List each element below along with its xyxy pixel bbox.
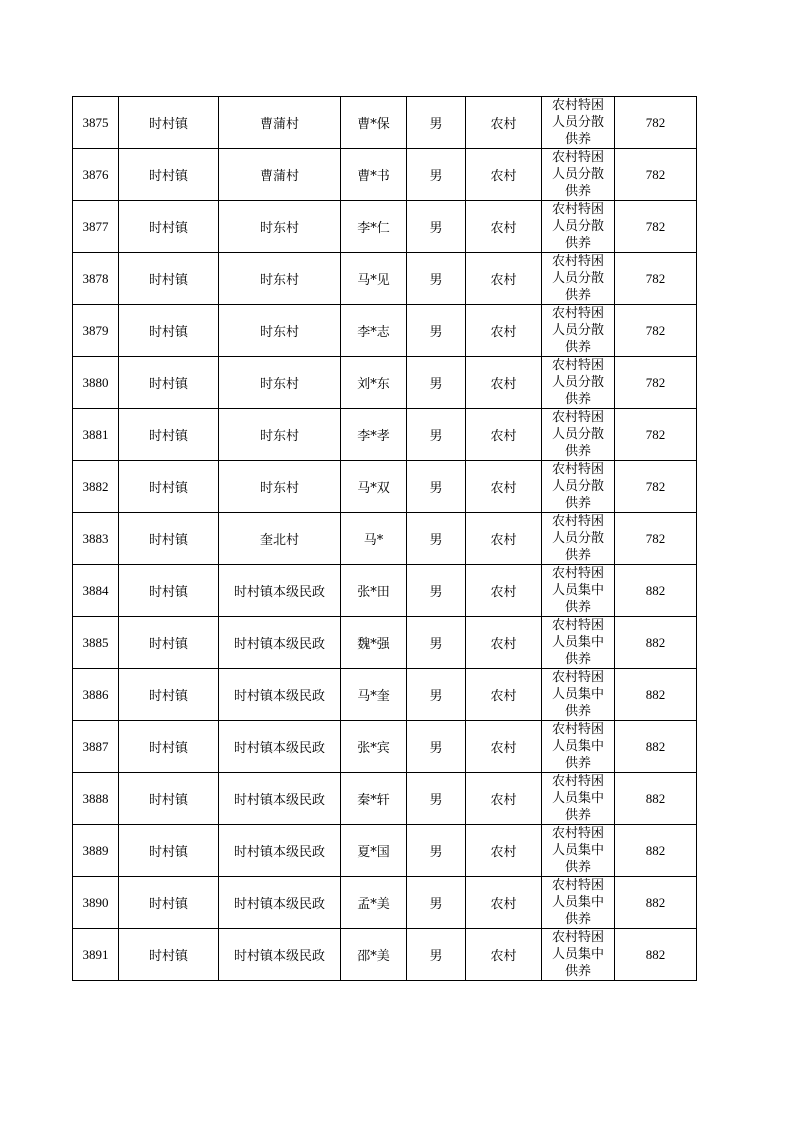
amount-cell: 782 — [615, 149, 697, 201]
amount-cell: 882 — [615, 825, 697, 877]
table-row — [73, 149, 697, 201]
person-name-cell: 马*见 — [341, 253, 407, 305]
gender-cell: 男 — [407, 409, 466, 461]
village-cell: 时东村 — [219, 253, 341, 305]
person-name-cell: 张*田 — [341, 565, 407, 617]
area-type-cell: 农村 — [466, 669, 542, 721]
village-cell: 时村镇本级民政 — [219, 773, 341, 825]
area-type-cell: 农村 — [466, 773, 542, 825]
person-name-cell: 孟*美 — [341, 877, 407, 929]
area-type-cell: 农村 — [466, 617, 542, 669]
town-cell: 时村镇 — [119, 149, 219, 201]
support-type-text: 农村特困人员集中供养 — [551, 826, 604, 875]
gender-cell: 男 — [407, 721, 466, 773]
table-row — [73, 825, 697, 877]
table-row — [73, 97, 697, 149]
amount-cell: 882 — [615, 877, 697, 929]
village-cell: 时村镇本级民政 — [219, 877, 341, 929]
town-cell: 时村镇 — [119, 409, 219, 461]
row-id-cell: 3880 — [73, 357, 119, 409]
support-type-text: 农村特困人员分散供养 — [551, 306, 604, 355]
amount-cell: 782 — [615, 357, 697, 409]
support-type-text: 农村特困人员集中供养 — [551, 566, 604, 615]
support-type-cell — [542, 721, 615, 773]
village-cell: 时村镇本级民政 — [219, 617, 341, 669]
area-type-cell: 农村 — [466, 409, 542, 461]
gender-cell: 男 — [407, 877, 466, 929]
row-id-cell: 3891 — [73, 929, 119, 981]
beneficiary-table — [72, 96, 697, 981]
support-type-cell — [542, 253, 615, 305]
area-type-cell: 农村 — [466, 97, 542, 149]
gender-cell: 男 — [407, 305, 466, 357]
support-type-text: 农村特困人员分散供养 — [551, 462, 604, 511]
town-cell: 时村镇 — [119, 97, 219, 149]
area-type-cell: 农村 — [466, 825, 542, 877]
support-type-cell — [542, 929, 615, 981]
amount-cell: 782 — [615, 97, 697, 149]
support-type-cell — [542, 513, 615, 565]
person-name-cell: 曹*保 — [341, 97, 407, 149]
table-row — [73, 929, 697, 981]
gender-cell: 男 — [407, 149, 466, 201]
amount-cell: 882 — [615, 565, 697, 617]
amount-cell: 782 — [615, 305, 697, 357]
village-cell: 时东村 — [219, 305, 341, 357]
row-id-cell: 3877 — [73, 201, 119, 253]
support-type-text: 农村特困人员分散供养 — [551, 514, 604, 563]
table-row — [73, 513, 697, 565]
support-type-text: 农村特困人员集中供养 — [551, 878, 604, 927]
support-type-text: 农村特困人员分散供养 — [551, 254, 604, 303]
area-type-cell: 农村 — [466, 877, 542, 929]
village-cell: 曹蒲村 — [219, 97, 341, 149]
amount-cell: 782 — [615, 409, 697, 461]
town-cell: 时村镇 — [119, 929, 219, 981]
area-type-cell: 农村 — [466, 461, 542, 513]
village-cell: 时村镇本级民政 — [219, 929, 341, 981]
amount-cell: 782 — [615, 201, 697, 253]
row-id-cell: 3879 — [73, 305, 119, 357]
support-type-cell — [542, 97, 615, 149]
support-type-cell — [542, 565, 615, 617]
area-type-cell: 农村 — [466, 513, 542, 565]
town-cell: 时村镇 — [119, 669, 219, 721]
town-cell: 时村镇 — [119, 461, 219, 513]
village-cell: 时东村 — [219, 409, 341, 461]
village-cell: 奎北村 — [219, 513, 341, 565]
area-type-cell: 农村 — [466, 149, 542, 201]
person-name-cell: 曹*书 — [341, 149, 407, 201]
support-type-text: 农村特困人员集中供养 — [551, 774, 604, 823]
row-id-cell: 3875 — [73, 97, 119, 149]
table-row — [73, 461, 697, 513]
support-type-text: 农村特困人员集中供养 — [551, 930, 604, 979]
table-row — [73, 253, 697, 305]
town-cell: 时村镇 — [119, 825, 219, 877]
support-type-cell — [542, 669, 615, 721]
support-type-cell — [542, 617, 615, 669]
village-cell: 时村镇本级民政 — [219, 825, 341, 877]
table-row — [73, 617, 697, 669]
table-row — [73, 565, 697, 617]
person-name-cell: 张*宾 — [341, 721, 407, 773]
gender-cell: 男 — [407, 669, 466, 721]
person-name-cell: 李*孝 — [341, 409, 407, 461]
amount-cell: 782 — [615, 513, 697, 565]
town-cell: 时村镇 — [119, 617, 219, 669]
person-name-cell: 魏*强 — [341, 617, 407, 669]
support-type-cell — [542, 357, 615, 409]
town-cell: 时村镇 — [119, 513, 219, 565]
support-type-cell — [542, 461, 615, 513]
support-type-cell — [542, 305, 615, 357]
row-id-cell: 3883 — [73, 513, 119, 565]
gender-cell: 男 — [407, 617, 466, 669]
table-row — [73, 409, 697, 461]
amount-cell: 882 — [615, 721, 697, 773]
area-type-cell: 农村 — [466, 565, 542, 617]
person-name-cell: 夏*国 — [341, 825, 407, 877]
town-cell: 时村镇 — [119, 201, 219, 253]
row-id-cell: 3884 — [73, 565, 119, 617]
support-type-text: 农村特困人员集中供养 — [551, 618, 604, 667]
gender-cell: 男 — [407, 253, 466, 305]
support-type-cell — [542, 877, 615, 929]
support-type-text: 农村特困人员分散供养 — [551, 358, 604, 407]
person-name-cell: 马*奎 — [341, 669, 407, 721]
amount-cell: 882 — [615, 929, 697, 981]
support-type-cell — [542, 409, 615, 461]
row-id-cell: 3876 — [73, 149, 119, 201]
row-id-cell: 3887 — [73, 721, 119, 773]
village-cell: 时东村 — [219, 201, 341, 253]
person-name-cell: 李*志 — [341, 305, 407, 357]
area-type-cell: 农村 — [466, 721, 542, 773]
area-type-cell: 农村 — [466, 253, 542, 305]
gender-cell: 男 — [407, 97, 466, 149]
gender-cell: 男 — [407, 929, 466, 981]
support-type-cell — [542, 825, 615, 877]
area-type-cell: 农村 — [466, 305, 542, 357]
amount-cell: 882 — [615, 669, 697, 721]
area-type-cell: 农村 — [466, 357, 542, 409]
town-cell: 时村镇 — [119, 565, 219, 617]
table-row — [73, 773, 697, 825]
table-body — [73, 97, 697, 981]
support-type-cell — [542, 773, 615, 825]
village-cell: 时村镇本级民政 — [219, 669, 341, 721]
support-type-text: 农村特困人员分散供养 — [551, 98, 604, 147]
row-id-cell: 3890 — [73, 877, 119, 929]
support-type-cell — [542, 149, 615, 201]
gender-cell: 男 — [407, 825, 466, 877]
person-name-cell: 马*双 — [341, 461, 407, 513]
town-cell: 时村镇 — [119, 357, 219, 409]
area-type-cell: 农村 — [466, 929, 542, 981]
amount-cell: 782 — [615, 461, 697, 513]
village-cell: 时东村 — [219, 461, 341, 513]
person-name-cell: 刘*东 — [341, 357, 407, 409]
row-id-cell: 3885 — [73, 617, 119, 669]
support-type-text: 农村特困人员分散供养 — [551, 410, 604, 459]
person-name-cell: 马* — [341, 513, 407, 565]
support-type-text: 农村特困人员集中供养 — [551, 722, 604, 771]
town-cell: 时村镇 — [119, 721, 219, 773]
support-type-text: 农村特困人员分散供养 — [551, 150, 604, 199]
table-row — [73, 201, 697, 253]
row-id-cell: 3881 — [73, 409, 119, 461]
gender-cell: 男 — [407, 357, 466, 409]
row-id-cell: 3878 — [73, 253, 119, 305]
table-row — [73, 305, 697, 357]
person-name-cell: 秦*轩 — [341, 773, 407, 825]
gender-cell: 男 — [407, 461, 466, 513]
village-cell: 时村镇本级民政 — [219, 565, 341, 617]
town-cell: 时村镇 — [119, 773, 219, 825]
table-row — [73, 877, 697, 929]
support-type-text: 农村特困人员集中供养 — [551, 670, 604, 719]
support-type-text: 农村特困人员分散供养 — [551, 202, 604, 251]
village-cell: 曹蒲村 — [219, 149, 341, 201]
amount-cell: 882 — [615, 617, 697, 669]
town-cell: 时村镇 — [119, 877, 219, 929]
gender-cell: 男 — [407, 565, 466, 617]
town-cell: 时村镇 — [119, 305, 219, 357]
amount-cell: 882 — [615, 773, 697, 825]
town-cell: 时村镇 — [119, 253, 219, 305]
village-cell: 时村镇本级民政 — [219, 721, 341, 773]
person-name-cell: 邵*美 — [341, 929, 407, 981]
table-row — [73, 721, 697, 773]
row-id-cell: 3888 — [73, 773, 119, 825]
area-type-cell: 农村 — [466, 201, 542, 253]
row-id-cell: 3889 — [73, 825, 119, 877]
table-row — [73, 669, 697, 721]
gender-cell: 男 — [407, 773, 466, 825]
table-row — [73, 357, 697, 409]
row-id-cell: 3886 — [73, 669, 119, 721]
amount-cell: 782 — [615, 253, 697, 305]
village-cell: 时东村 — [219, 357, 341, 409]
person-name-cell: 李*仁 — [341, 201, 407, 253]
gender-cell: 男 — [407, 201, 466, 253]
row-id-cell: 3882 — [73, 461, 119, 513]
gender-cell: 男 — [407, 513, 466, 565]
support-type-cell — [542, 201, 615, 253]
